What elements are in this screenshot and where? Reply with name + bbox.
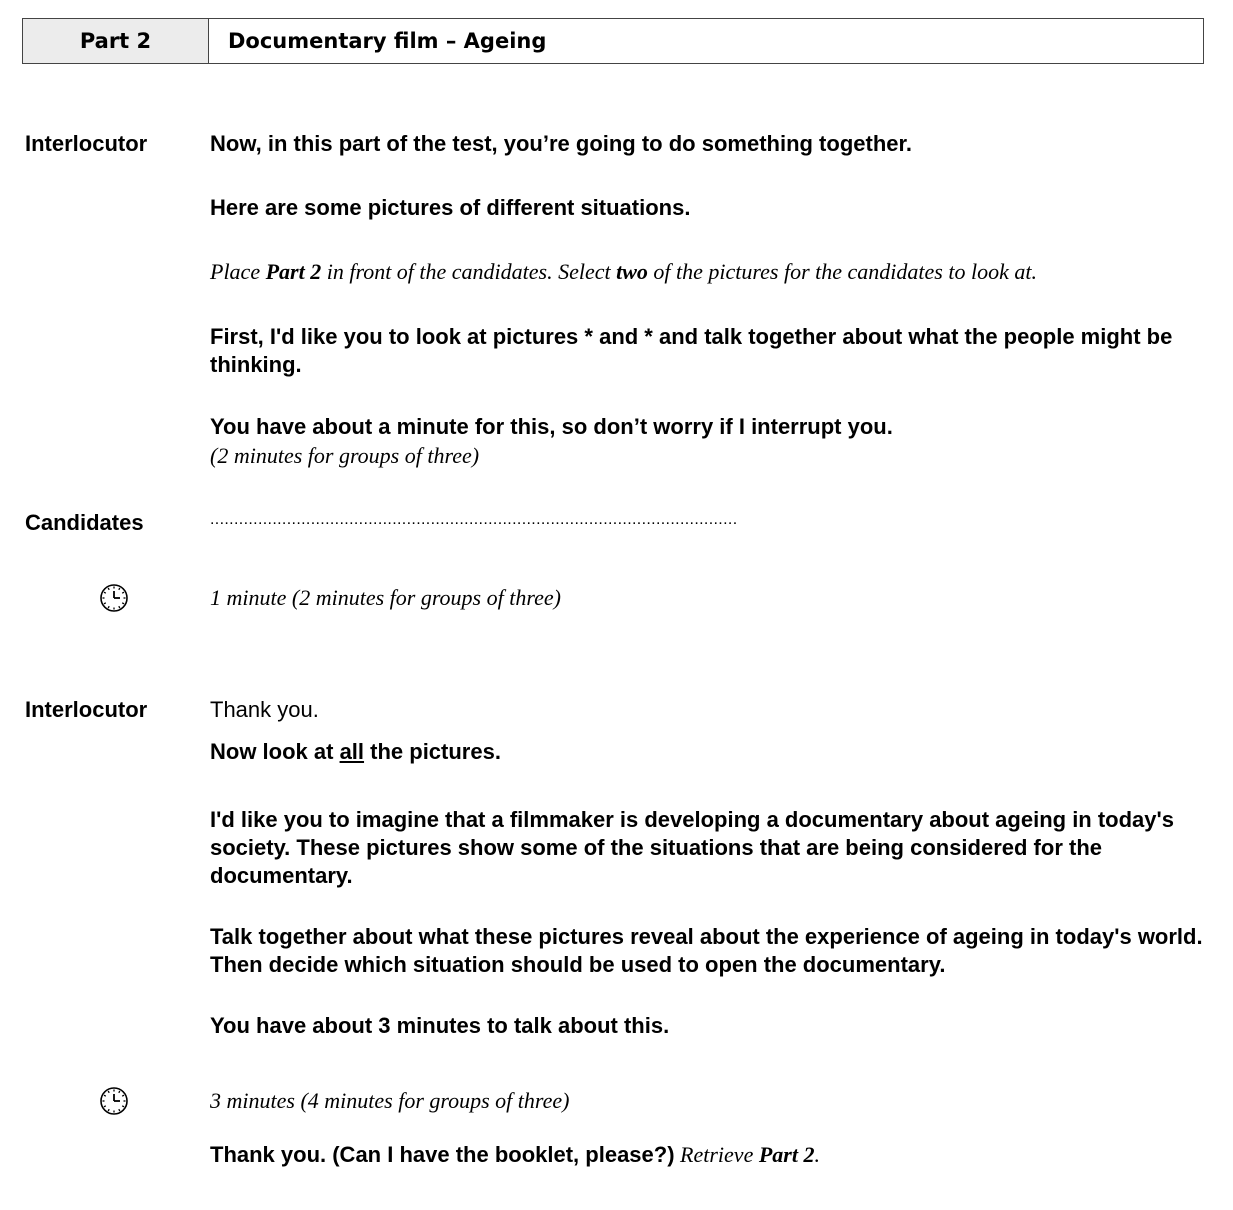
part-title: Documentary film – Ageing: [228, 29, 547, 53]
interlocutor-line-3: First, I'd like you to look at pictures * and * and talk together about what the people might be thinking.: [210, 324, 1173, 377]
interlocutor-line-2: Here are some pictures of different situations.: [210, 195, 691, 220]
discussion-timer-text: 3 minutes (4 minutes for groups of three): [210, 1088, 570, 1113]
scenario-paragraph: I'd like you to imagine that a filmmaker is developing a documentary about ageing in today's society. These pictures show some of the situations that are being considered for the documentary.: [210, 807, 1174, 888]
instruction-bold-part: Part 2: [265, 259, 322, 284]
interlocutor-thanks: Thank you.: [210, 697, 319, 722]
response-dotted-line: ..............................................................................................................: [210, 511, 738, 528]
closing-period: .: [814, 1142, 820, 1167]
speaker-label-interlocutor: Interlocutor: [25, 131, 148, 156]
speaker-label-interlocutor-2: Interlocutor: [25, 697, 148, 722]
instruction-mid: in front of the candidates. Select: [321, 259, 617, 284]
candidates-timer-text: 1 minute (2 minutes for groups of three): [210, 585, 561, 610]
instruction-post: of the pictures for the candidates to look at.: [647, 259, 1037, 284]
task-paragraph: Talk together about what these pictures reveal about the experience of ageing in today's world. Then decide which situation should be used to open the documentary.: [210, 924, 1203, 977]
part-header: [22, 18, 1204, 64]
closing-retrieve: Retrieve: [674, 1142, 759, 1167]
interlocutor-line-1: Now, in this part of the test, you’re going to do something together.: [210, 131, 912, 156]
instruction-bold-two: two: [616, 259, 648, 284]
time-instruction: You have about 3 minutes to talk about this.: [210, 1013, 670, 1038]
interlocutor-line-4: You have about a minute for this, so don’t worry if I interrupt you.: [210, 414, 893, 439]
instruction-pre: Place: [210, 259, 266, 284]
closing-bold: Thank you. (Can I have the booklet, please?): [210, 1142, 675, 1167]
stage-instruction: [210, 258, 1220, 286]
closing-part: Part 2: [758, 1142, 815, 1167]
clock-icon: [99, 1086, 129, 1116]
part-label: Part 2: [23, 19, 209, 63]
look-underlined-all: all: [339, 739, 365, 764]
look-pre: Now look at: [210, 739, 340, 764]
look-at-all-line: [210, 738, 1220, 766]
interlocutor-line-4-note: (2 minutes for groups of three): [210, 443, 480, 468]
clock-icon: [99, 583, 129, 613]
speaker-label-candidates: Candidates: [25, 510, 144, 535]
look-post: the pictures.: [364, 739, 501, 764]
closing-line: [210, 1141, 1220, 1169]
